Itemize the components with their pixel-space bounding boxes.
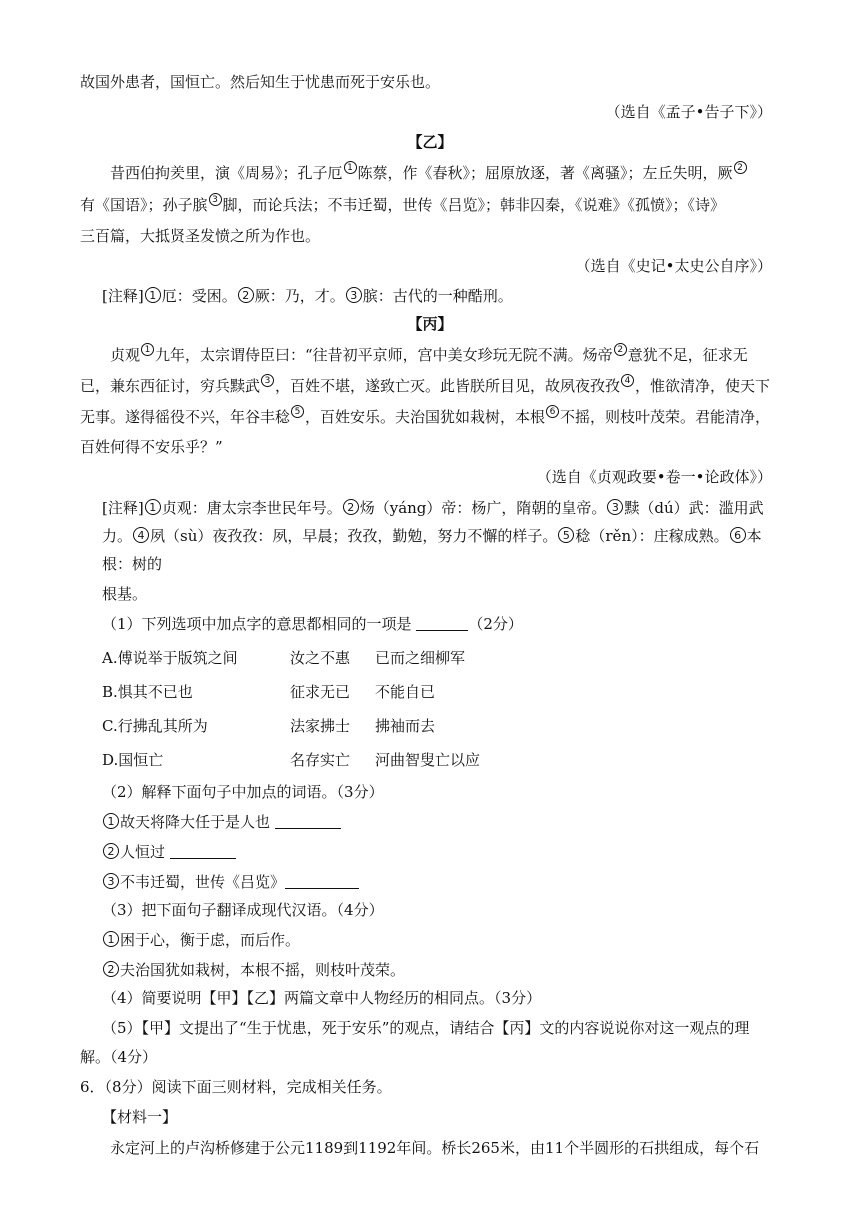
yi-paragraph-line-3: 三百篇，大抵贤圣发愤之所为作也。	[80, 227, 321, 245]
yi-source: （选自《史记•太史公自序》）	[575, 257, 772, 275]
bing-source: （选自《贞观政要•卷一•论政体》）	[536, 468, 772, 486]
bing-notes-line-4: 根基。	[102, 585, 148, 603]
yi-paragraph-line-1: 昔西伯拘羑里，演《周易》；孔子厄 1 陈蔡，作《春秋》；屈原放逐，著《离骚》；左丘失明，厥 2	[110, 161, 748, 183]
question-4: （4）简要说明【甲】【乙】两篇文章中人物经历的相同点。（3分）	[102, 989, 542, 1007]
bing-paragraph-line-4: 百姓何得不安乐乎？”	[80, 438, 223, 456]
material-1-title: 【材料一】	[102, 1108, 178, 1126]
q2-item-2: 2 人恒过	[102, 841, 236, 863]
bing-notes-line-1: [注释] 1 贞观：唐太宗李世民年号。 2 炀（yáng）帝：杨广，隋朝的皇帝。 3 黩（dú）武：滥用武	[102, 499, 764, 517]
bing-paragraph-line-2: 已，兼东西征讨，穷兵黩武 3 ，百姓不堪，遂致亡灭。此皆朕所目见，故夙夜孜孜 4 ，惟欲清净，使天下	[80, 376, 771, 395]
q3-item-2: 2 夫治国犹如栽树，本根不摇，则枝叶茂荣。	[102, 959, 405, 981]
answer-blank[interactable]	[275, 812, 341, 829]
bing-notes-line-3: 根：树的	[102, 555, 163, 573]
material-1-text: 永定河上的卢沟桥修建于公元1189到1192年间。桥长265米，由11个半圆形的石拱组成，每个石	[110, 1139, 760, 1157]
question-2: （2）解释下面句子中加点的词语。（3分）	[102, 783, 384, 801]
q2-item-3: 3 不韦迁蜀，世传《吕览》	[102, 871, 359, 893]
note-marker-3: 3	[209, 193, 222, 206]
bing-paragraph-line-1: 贞观 1 九年，太宗谓侍臣曰：“往昔初平京师，宫中美女珍玩无院不满。炀帝 2 意犹不足，征求无	[110, 345, 748, 364]
q2-item-1: 1 故天将降大任于是人也	[102, 811, 341, 833]
bing-notes-line-2: 力。 4 夙（sù）夜孜孜：夙，早晨；孜孜，勤勉，努力不懈的样子。 5 稔（rěn）：庄稼成熟。 6 本	[102, 527, 762, 545]
answer-blank-q1[interactable]	[416, 614, 468, 631]
bing-title: 【丙】	[407, 315, 453, 333]
bing-paragraph-line-3: 无事。遂得徭役不兴，年谷丰稔 5 ，百姓安乐。夫治国犹如栽树，本根 6 不摇，则枝叶茂荣。君能清净，	[80, 407, 771, 426]
question-3: （3）把下面句子翻译成现代汉语。（4分）	[102, 901, 384, 919]
question-1: （1）下列选项中加点字的意思都相同的一项是 （2分）	[102, 615, 523, 633]
jia-source: （选自《孟子•告子下》）	[605, 103, 772, 121]
note-marker-2: 2	[734, 161, 747, 174]
answer-blank[interactable]	[285, 872, 359, 889]
yi-paragraph-line-2: 有《国语》；孙子膑 3 脚，而论兵法；不韦迁蜀，世传《吕览》；韩非囚秦，《说难》《孤愤》；《诗》	[80, 195, 726, 214]
answer-blank[interactable]	[170, 842, 236, 859]
question-5-line-2: 解。（4分）	[80, 1048, 158, 1066]
note-marker-1: 1	[344, 161, 357, 174]
yi-notes: [注释] 1 厄：受困。 2 厥：乃，才。 3 膑：古代的一种酷刑。	[102, 287, 513, 305]
yi-title: 【乙】	[407, 133, 453, 151]
question-5-line-1: （5）【甲】文提出了“生于忧患，死于安乐”的观点，请结合【丙】文的内容说说你对这一观点的理	[102, 1019, 750, 1037]
question-6: 6．（8分）阅读下面三则材料，完成相关任务。	[80, 1078, 392, 1096]
jia-text-end: 故国外患者，国恒亡。然后知生于忧患而死于安乐也。	[80, 73, 441, 91]
q3-item-1: 1 困于心，衡于虑，而后作。	[102, 929, 300, 951]
exam-page: 故国外患者，国恒亡。然后知生于忧患而死于安乐也。 （选自《孟子•告子下》） 【乙】 昔西伯拘羑里，演《周易》；孔子厄 1 陈蔡，作《春秋》；屈原放逐，著《离骚》；左丘失明，厥 2 有《国语》；孙子膑 3 脚，而论兵法；不韦迁蜀，世传《吕览》；韩非囚秦，《说难》《孤愤》；《诗》 三百篇，大抵贤圣发愤之所为作也。 （选自《史记•太史公自序》） [注释] 1 厄：受困。 2 厥：乃，才。 3 膑：古代的一种酷刑。 【丙】 贞观 1 九年，太宗谓侍臣曰：“往昔初平京师，宫中美女珍玩无院不满。炀帝 2 意犹不足，征求无 已，兼东西征讨，穷兵黩武 3 ，百姓不堪，遂致亡灭。此皆朕所目见，故夙夜孜孜 4 ，惟欲清净，使天下 无事。遂得徭役不兴，年谷丰稔 5 ，百姓安乐。夫治国犹如栽树，本根 6 不摇，则枝叶茂荣。君能清净， 百姓何得不安乐乎？” （选自《贞观政要•卷一•论政体》） [注释] 1 贞观：唐太宗李世民年号。 2 炀（yáng）帝：杨广，隋朝的皇帝。 3 黩（dú）武：滥用武 力。 4 夙（sù）夜孜孜：夙，早晨；孜孜，勤勉，努力不懈的样子。 5 稔（rěn）：庄稼成熟。 6 本 根：树的 根基。 （1）下列选项中加点字的意思都相同的一项是 （2分） A.傅说举于版筑之间 汝之不惠 已而之细柳军 B.惧其不已也 征求无已 不能自已 C.行拂乱其所为 法家拂士 拂袖而去 D.国恒亡 名存实亡 河曲智叟亡以应 （2）解释下面句子中加点的词语。（3分） 1 故天将降大任于是人也 2 人恒过 3 不韦迁蜀，世传《吕览》 （3）把下面句子翻译成现代汉语。（4分） 1 困于心，衡于虑，而后作。 2 夫治国犹如栽树，本根不摇，则枝叶茂荣。 （4）简要说明【甲】【乙】两篇文章中人物经历的相同点。（3分） （5）【甲】文提出了“生于忧患，死于安乐”的观点，请结合【丙】文的内容说说你对这一观点的理 解。（4分） 6．（8分）阅读下面三则材料，完成相关任务。 【材料一】 永定河上的卢沟桥修建于公元1189到1192年间。桥长265米，由11个半圆形的石拱组成，每个石	[0, 0, 860, 1217]
